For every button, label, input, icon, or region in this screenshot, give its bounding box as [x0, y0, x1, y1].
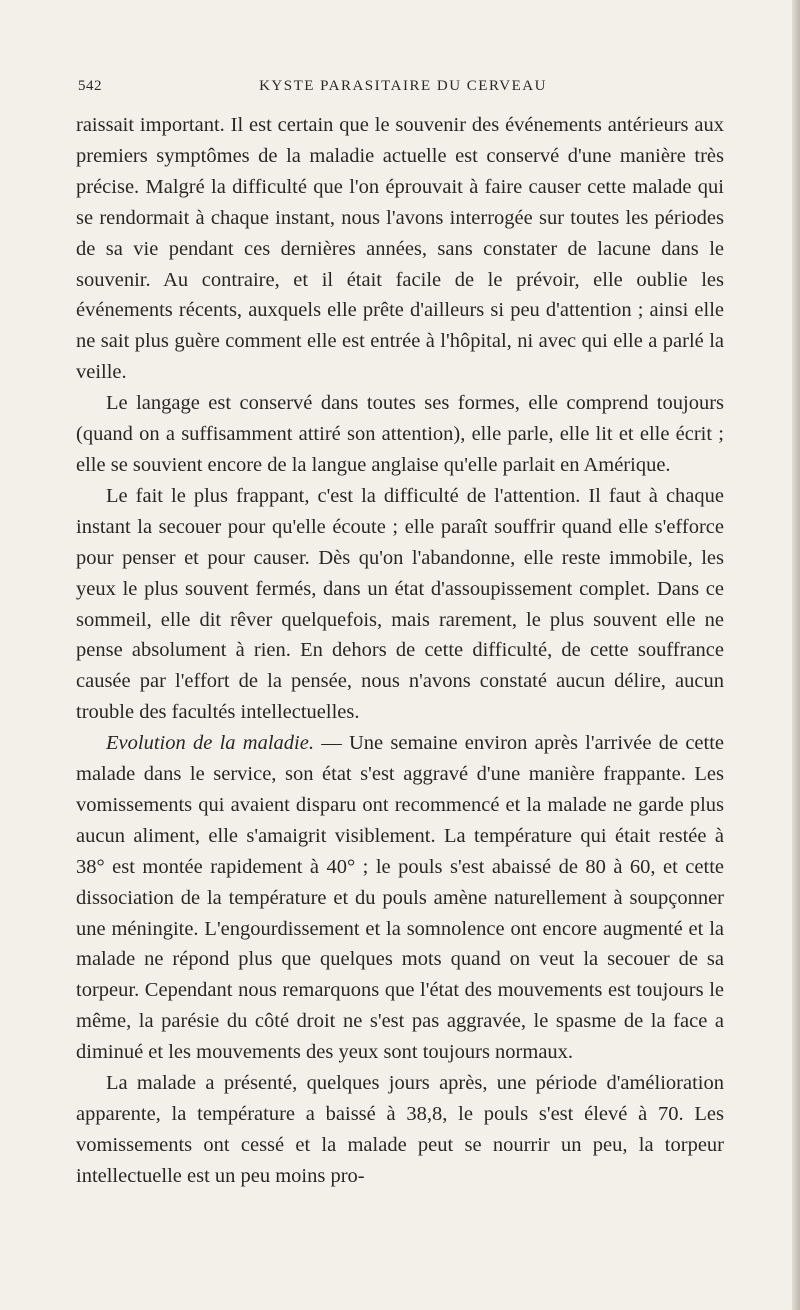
page-edge: [792, 0, 800, 1310]
paragraph-improvement: La malade a présenté, quelques jours après, une période d'amélioration apparente, la température a baissé à 38,8, le pouls s'est élevé à 70. Les vomissements ont cessé et la malade peut se nourrir un peu, la torpeur intellectuelle est un peu moins pro-: [76, 1072, 724, 1187]
page-number: 542: [78, 78, 102, 94]
paragraph-attention: Le fait le plus frappant, c'est la difficulté de l'attention. Il faut à chaque instant la secouer pour qu'elle écoute ; elle paraît souffrir quand elle s'efforce pour penser et pour causer. Dès qu'on l'abandonne, elle reste immobile, les yeux le plus souvent fermés, dans un état d'assoupissement complet. Dans ce sommeil, elle dit rêver quelquefois, mais rarement, le plus souvent elle ne pense absolument à rien. En dehors de cette difficulté, de cette souffrance causée par l'effort de la pensée, nous n'avons constaté aucun délire, aucun trouble des facultés intellectuelles.: [76, 484, 724, 724]
paragraph-language: Le langage est conservé dans toutes ses formes, elle comprend toujours (quand on a suffisamment attiré son attention), elle parle, elle lit et elle écrit ; elle se souvient encore de la langue anglaise qu'elle parlait en Amérique.: [76, 392, 724, 476]
paragraph-evolution-text: — Une semaine environ après l'arrivée de cette malade dans le service, son état s'est aggravé d'une manière frappante. Les vomissements qui avaient disparu ont recommencé et la malade ne garde plus aucun aliment, elle s'amaigrit visiblement. La température qui était restée à 38° est montée rapidement à 40° ; le pouls s'est abaissé de 80 à 60, et cette dissociation de la température et du pouls amène naturellement à soupçonner une méningite. L'engourdissement et la somnolence ont encore augmenté et la malade ne répond plus que quelques mots quand on veut la secouer de sa torpeur. Cependant nous remarquons que l'état des mouvements est toujours le même, la parésie du côté droit ne s'est pas aggravée, le spasme de la face a diminué et les mouvements des yeux sont toujours normaux.: [76, 732, 725, 1064]
running-title: KYSTE PARASITAIRE DU CERVEAU: [259, 78, 547, 94]
paragraph-evolution: [76, 728, 724, 1068]
section-title-evolution: Evolution de la maladie.: [106, 732, 314, 755]
page-header: [78, 78, 728, 102]
body-text: [76, 110, 724, 1192]
paragraph-memory: raissait important. Il est certain que le souvenir des événements antérieurs aux premiers symptômes de la maladie actuelle est conservé d'une manière très précise. Malgré la difficulté que l'on éprouvait à faire causer cette malade qui se rendormait à chaque instant, nous l'avons interrogée sur toutes les périodes de sa vie pendant ces dernières années, sans constater de lacune dans le souvenir. Au contraire, et il était facile de le prévoir, elle oublie les événements récents, auxquels elle prête d'ailleurs si peu d'attention ; ainsi elle ne sait plus guère comment elle est entrée à l'hôpital, ni avec qui elle a parlé la veille.: [76, 114, 724, 384]
